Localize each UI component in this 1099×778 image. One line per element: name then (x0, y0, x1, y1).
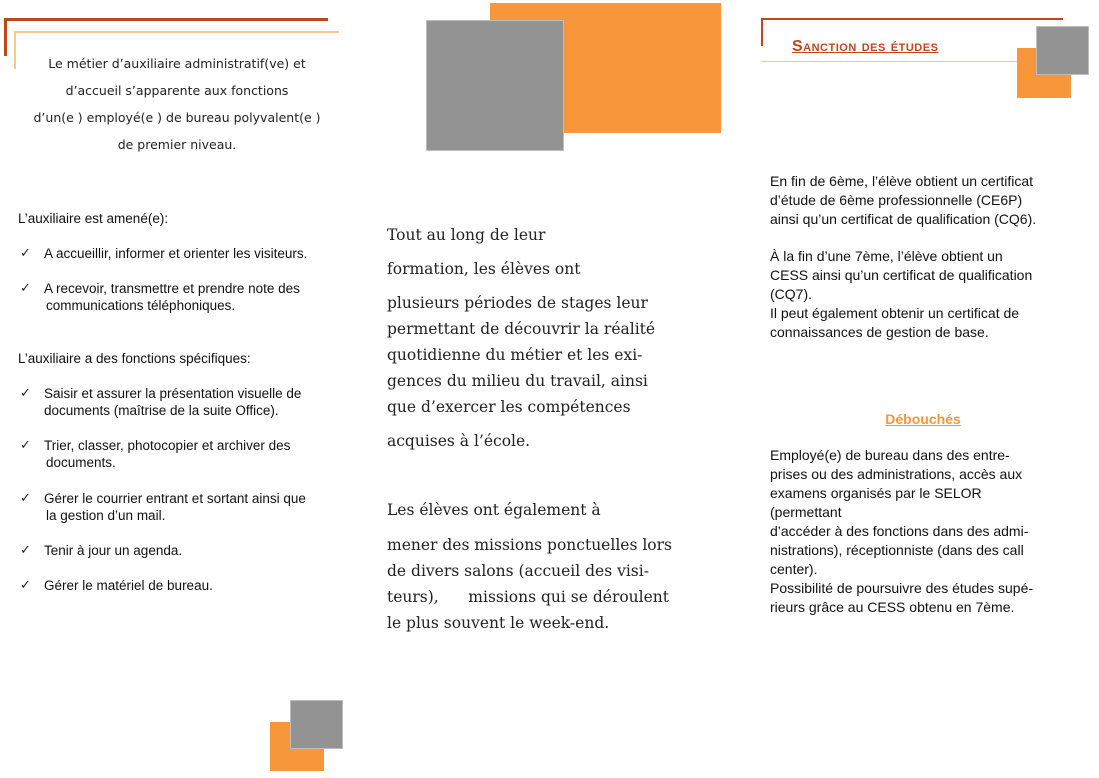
text-line: acquises à l’école. (387, 432, 531, 450)
text-line: plusieurs périodes de stages leur (387, 294, 648, 312)
middle-paragraph-1 (387, 226, 717, 458)
text-line: teurs), missions qui se déroulent (387, 588, 670, 606)
debouches-paragraph (770, 446, 1076, 617)
text-line: En fin de 6ème, l’élève obtient un certificat (770, 173, 1034, 189)
right-bracket-vertical (761, 18, 763, 46)
list-item (44, 542, 336, 559)
text-line: mener des missions ponctuelles lors (387, 536, 672, 554)
left-bracket-line (4, 18, 328, 21)
intro-text (18, 50, 336, 158)
list-item (44, 577, 336, 594)
intro-line: de premier niveau. (117, 137, 237, 152)
sanction-paragraph-2 (770, 247, 1076, 342)
text-line: que d’exercer les compétences (387, 398, 631, 416)
text-line: Tout au long de leur (387, 226, 546, 244)
check-icon: ✓ (20, 245, 31, 260)
text-line: formation, les élèves ont (387, 260, 581, 278)
text-line: rieurs grâce au CESS obtenu en 7ème. (770, 599, 1015, 615)
intro-line: d’accueil s’apparente aux fonctions (65, 83, 289, 98)
list-item (44, 245, 336, 262)
list-item-line: Tenir à jour un agenda. (44, 543, 183, 558)
heading-fonctions: L’auxiliaire a des fonctions spécifiques: (18, 351, 251, 366)
text-line: (CQ7). (770, 286, 812, 302)
list-item-line: Gérer le matériel de bureau. (44, 578, 213, 593)
right-bracket-line (761, 18, 1063, 20)
debouches-title: Débouchés (885, 411, 961, 427)
list-item (44, 280, 336, 314)
intro-line: Le métier d’auxiliaire administratif(ve) et (48, 56, 306, 71)
check-icon: ✓ (20, 437, 31, 452)
list-item-line: A recevoir, transmettre et prendre note des (44, 281, 300, 296)
check-icon: ✓ (20, 490, 31, 505)
text-line: d’étude de 6ème professionnelle (CE6P) (770, 192, 1023, 208)
left-bracket-vertical (4, 18, 7, 56)
list-item (44, 385, 336, 419)
list-item-line: A accueillir, informer et orienter les visiteurs. (44, 246, 308, 261)
list-item-line: Gérer le courrier entrant et sortant ainsi que (44, 491, 306, 506)
text-line: (permettant (770, 504, 842, 520)
middle-paragraph-2 (387, 501, 717, 640)
text-line: examens organisés par le SELOR (770, 485, 982, 501)
decor-gray-square (426, 20, 564, 151)
check-icon: ✓ (20, 280, 31, 295)
text-line: ainsi qu’un certificat de qualification (CQ6). (770, 211, 1037, 227)
list-item-line: Trier, classer, photocopier et archiver des (44, 438, 291, 453)
decor-gray-square (290, 700, 343, 749)
text-line: nistrations), réceptionniste (dans des call (770, 542, 1024, 558)
left-bracket-vertical-2 (14, 31, 16, 69)
text-line: Il peut également obtenir un certificat de (770, 305, 1020, 321)
list-item-line: communications téléphoniques. (46, 298, 236, 313)
list-item-line: documents (maîtrise de la suite Office). (44, 403, 279, 418)
left-bracket-line-2 (14, 31, 339, 33)
intro-line: d’un(e ) employé(e ) de bureau polyvalent(e ) (33, 110, 321, 125)
text-line: Possibilité de poursuivre des études supé- (770, 580, 1034, 596)
list-item-line: la gestion d’un mail. (46, 508, 166, 523)
text-line: quotidienne du métier et les exi- (387, 346, 643, 364)
text-line: Les élèves ont également à (387, 501, 601, 519)
text-line: Employé(e) de bureau dans des entre- (770, 447, 1010, 463)
text-line: center). (770, 561, 818, 577)
sanction-paragraph-1 (770, 172, 1076, 229)
text-line: permettant de découvrir la réalité (387, 320, 656, 338)
text-line: de divers salons (accueil des visi- (387, 562, 649, 580)
check-icon: ✓ (20, 577, 31, 592)
list-item (44, 490, 336, 524)
sanction-title: Sanction des études (792, 38, 939, 55)
text-line: CESS ainsi qu’un certificat de qualification (770, 267, 1033, 283)
list-item (44, 437, 336, 471)
heading-amene: L’auxiliaire est amené(e): (18, 211, 169, 226)
check-icon: ✓ (20, 385, 31, 400)
list-item-line: documents. (46, 455, 116, 470)
text-line: prises ou des administrations, accès aux (770, 466, 1023, 482)
decor-gray-square (1036, 26, 1089, 75)
text-line: connaissances de gestion de base. (770, 324, 989, 340)
right-title-underline (761, 61, 1017, 62)
check-icon: ✓ (20, 542, 31, 557)
text-line: le plus souvent le week-end. (387, 614, 610, 632)
list-item-line: Saisir et assurer la présentation visuelle de (44, 386, 302, 401)
text-line: d’accéder à des fonctions dans des admi- (770, 523, 1029, 539)
text-line: gences du milieu du travail, ainsi (387, 372, 648, 390)
text-line: À la fin d’une 7ème, l’élève obtient un (770, 248, 1003, 264)
